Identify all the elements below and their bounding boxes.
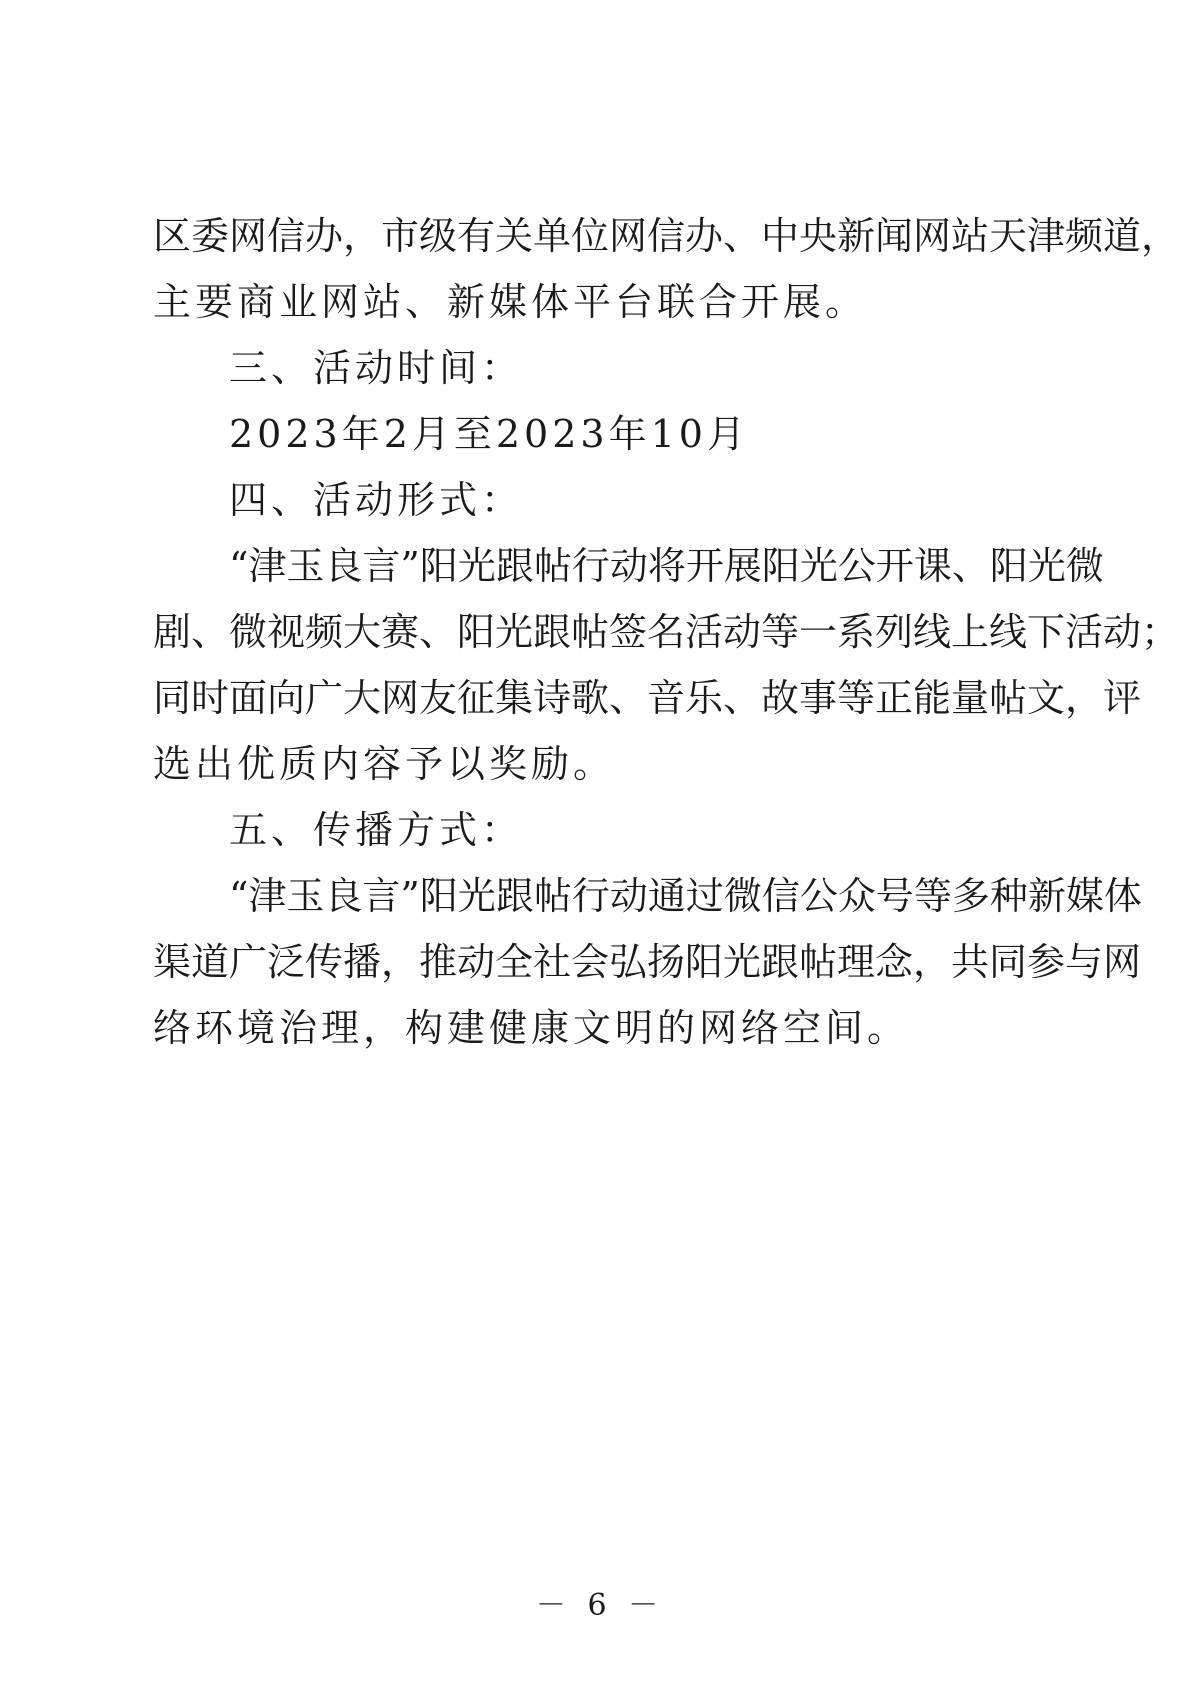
- section-heading-format: 四、活动形式：: [229, 478, 524, 522]
- paragraph-line: 剧、微视频大赛、阳光跟帖签名活动等一系列线上线下活动；: [153, 610, 1180, 654]
- section-heading-spread: 五、传播方式：: [229, 808, 524, 852]
- section-heading-time: 三、活动时间：: [229, 346, 524, 390]
- paragraph-line: “津玉良言”阳光跟帖行动将开展阳光公开课、阳光微: [229, 544, 1104, 588]
- page-number: － 6 －: [535, 1588, 665, 1623]
- paragraph-line: 渠道广泛传播，推动全社会弘扬阳光跟帖理念，共同参与网: [153, 940, 1142, 984]
- paragraph-line: 络环境治理，构建健康文明的网络空间。: [153, 1006, 910, 1050]
- document-body: [153, 203, 1180, 1061]
- paragraph-line: 同时面向广大网友征集诗歌、音乐、故事等正能量帖文，评: [153, 676, 1142, 720]
- paragraph-line: “津玉良言”阳光跟帖行动通过微信公众号等多种新媒体: [229, 874, 1142, 918]
- paragraph-line: 选出优质内容予以奖励。: [153, 742, 616, 786]
- activity-time: 2023年2月至2023年10月: [229, 412, 749, 456]
- paragraph-line: 主要商业网站、新媒体平台联合开展。: [153, 280, 868, 324]
- paragraph-line: 区委网信办，市级有关单位网信办、中央新闻网站天津频道，: [153, 214, 1180, 258]
